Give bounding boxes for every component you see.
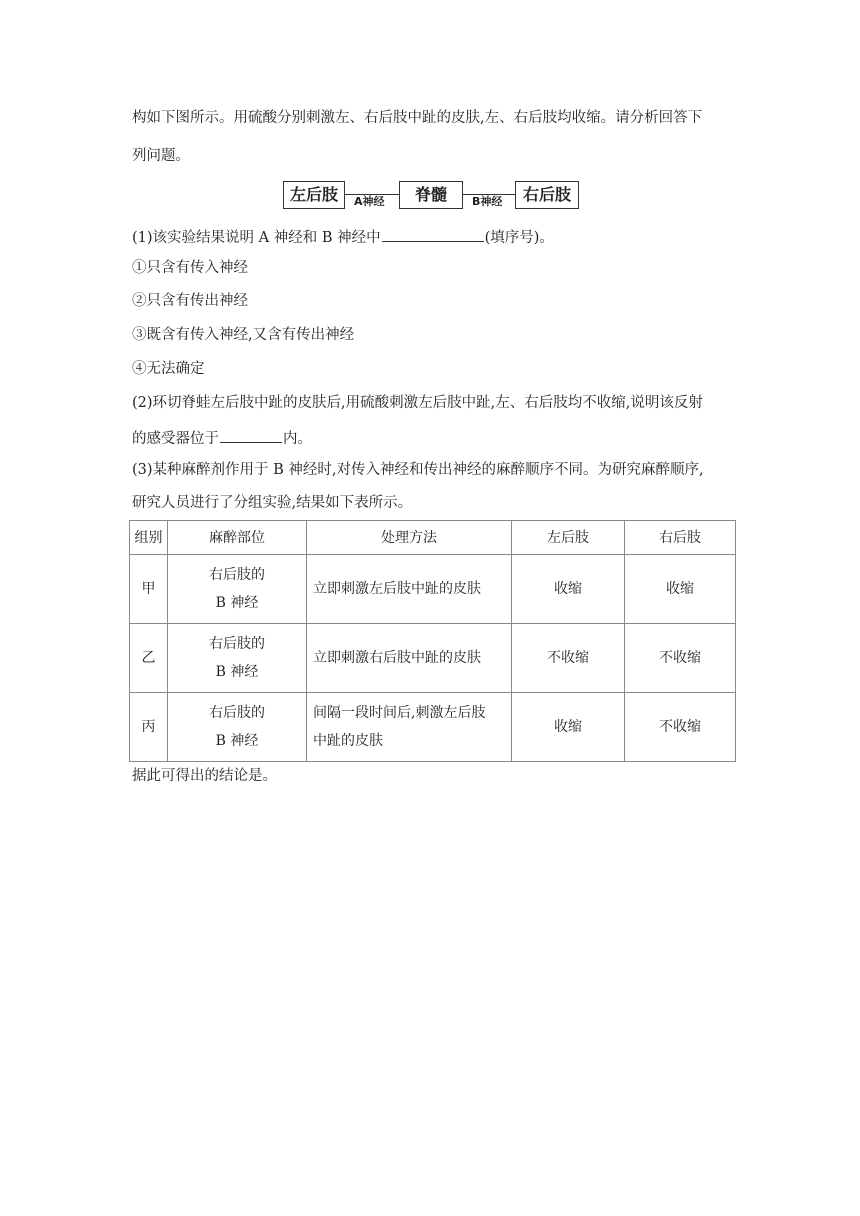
intro-line-2: 列问题。 xyxy=(132,148,190,164)
header-method: 处理方法 xyxy=(307,521,512,555)
question-2-line-2 xyxy=(132,427,312,449)
right-limb-box: 右后肢 xyxy=(515,181,579,209)
table-row xyxy=(130,555,736,624)
cell-left-limb: 不收缩 xyxy=(512,624,625,693)
cell-right-limb: 不收缩 xyxy=(625,624,736,693)
left-limb-box: 左后肢 xyxy=(283,181,345,209)
cell-site-line-1: 右后肢的 xyxy=(209,567,265,583)
cell-method: 立即刺激左后肢中趾的皮肤 xyxy=(307,555,512,624)
table-header-row xyxy=(130,521,736,555)
cell-site-line-1: 右后肢的 xyxy=(209,705,265,721)
cell-site-line-2: B 神经 xyxy=(215,664,259,680)
results-table xyxy=(129,520,736,762)
cell-site xyxy=(168,624,307,693)
a-nerve-connector xyxy=(345,194,399,208)
cell-site-line-2: B 神经 xyxy=(215,595,259,611)
cell-group: 甲 xyxy=(130,555,168,624)
spinal-cord-box: 脊髓 xyxy=(399,181,463,209)
cell-method: 立即刺激右后肢中趾的皮肤 xyxy=(307,624,512,693)
cell-site-line-2: B 神经 xyxy=(215,733,259,749)
question-1-suffix: (填序号)。 xyxy=(484,230,554,246)
cell-left-limb: 收缩 xyxy=(512,693,625,762)
question-3-line-1: (3)某种麻醉剂作用于 B 神经时,对传入神经和传出神经的麻醉顺序不同。为研究麻醉顺序, xyxy=(132,462,704,478)
b-nerve-label: B神经 xyxy=(472,195,503,208)
cell-site xyxy=(168,693,307,762)
header-site: 麻醉部位 xyxy=(168,521,307,555)
option-1: ①只含有传入神经 xyxy=(132,260,248,276)
cell-right-limb: 不收缩 xyxy=(625,693,736,762)
cell-site xyxy=(168,555,307,624)
cell-method-line-1: 间隔一段时间后,刺激左后肢 xyxy=(313,705,486,721)
question-2-line-1: (2)环切脊蛙左后肢中趾的皮肤后,用硫酸刺激左后肢中趾,左、右后肢均不收缩,说明该反射 xyxy=(132,395,703,411)
option-2: ②只含有传出神经 xyxy=(132,293,248,309)
option-3: ③既含有传入神经,又含有传出神经 xyxy=(132,327,355,343)
header-left-limb: 左后肢 xyxy=(512,521,625,555)
cell-method xyxy=(307,693,512,762)
cell-site-line-1: 右后肢的 xyxy=(209,636,265,652)
header-right-limb: 右后肢 xyxy=(625,521,736,555)
question-2-suffix: 内。 xyxy=(283,431,312,447)
table-row xyxy=(130,624,736,693)
cell-group: 丙 xyxy=(130,693,168,762)
cell-left-limb: 收缩 xyxy=(512,555,625,624)
answer-blank-2[interactable] xyxy=(220,427,282,443)
question-1 xyxy=(132,226,554,248)
reflex-diagram xyxy=(283,181,581,211)
option-4: ④无法确定 xyxy=(132,361,205,377)
intro-line-1: 构如下图所示。用硫酸分别刺激左、右后肢中趾的皮肤,左、右后肢均收缩。请分析回答下 xyxy=(132,110,703,126)
question-3-line-2: 研究人员进行了分组实验,结果如下表所示。 xyxy=(132,495,413,511)
question-2-text: 的感受器位于 xyxy=(132,431,219,447)
conclusion-line: 据此可得出的结论是。 xyxy=(132,768,277,784)
cell-method-line-2: 中趾的皮肤 xyxy=(313,733,383,749)
cell-right-limb: 收缩 xyxy=(625,555,736,624)
answer-blank-1[interactable] xyxy=(382,226,484,242)
a-nerve-label: A神经 xyxy=(354,195,385,208)
table-row xyxy=(130,693,736,762)
header-group: 组别 xyxy=(130,521,168,555)
cell-group: 乙 xyxy=(130,624,168,693)
b-nerve-connector xyxy=(463,194,515,208)
question-1-text: (1)该实验结果说明 A 神经和 B 神经中 xyxy=(132,230,381,246)
